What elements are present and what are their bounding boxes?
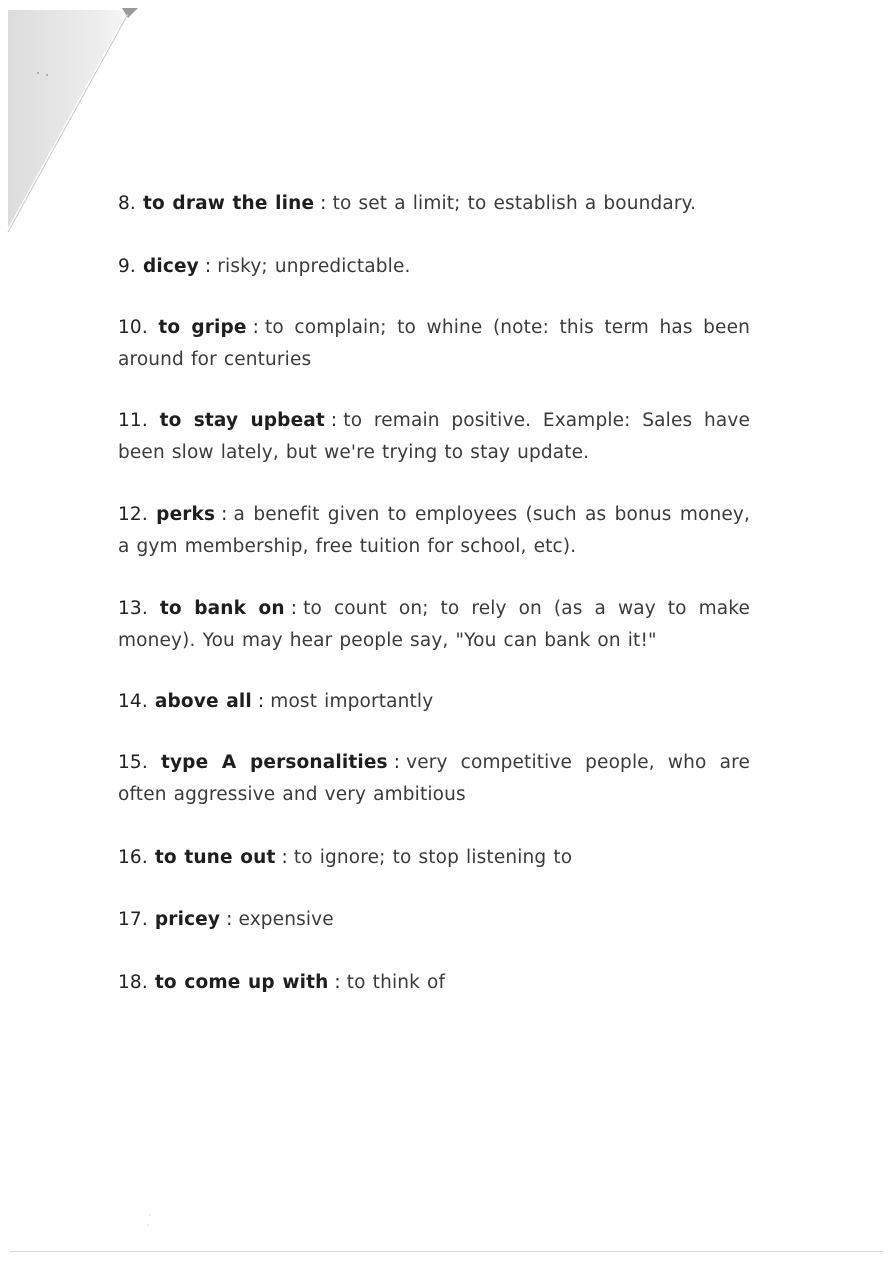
- entry-term: to tune out: [154, 847, 276, 868]
- entry-definition: a benefit given to employees (such as bonus money, a gym membership, free tuition for school, etc).: [118, 504, 750, 557]
- entry-term: pricey: [154, 909, 221, 930]
- entry-definition: expensive: [238, 909, 334, 930]
- glossary-entry-12: [118, 499, 750, 563]
- entry-number: 12.: [118, 504, 148, 525]
- entry-separator: :: [393, 752, 401, 773]
- entry-term: to draw the line: [142, 193, 315, 214]
- entry-number: 11.: [118, 410, 148, 431]
- entry-number: 18.: [118, 972, 148, 993]
- glossary-entry-10: [118, 312, 750, 376]
- entry-definition: to complain; to whine (note: this term has been around for centuries: [118, 317, 750, 370]
- entry-definition: to ignore; to stop listening to: [293, 847, 573, 868]
- glossary-entry-9: [118, 251, 750, 283]
- entry-number: 14.: [118, 691, 148, 712]
- entry-term: to come up with: [154, 972, 329, 993]
- entry-definition: to remain positive. Example: Sales have been slow lately, but we're trying to stay update.: [118, 410, 750, 463]
- entry-separator: :: [204, 256, 212, 277]
- glossary-entry-18: [118, 967, 750, 999]
- entry-definition: risky; unpredictable.: [217, 256, 411, 277]
- entry-definition: to set a limit; to establish a boundary.: [332, 193, 697, 214]
- entry-separator: :: [257, 691, 265, 712]
- entry-definition: to think of: [346, 972, 446, 993]
- entry-separator: :: [330, 410, 338, 431]
- glossary-entry-15: [118, 747, 750, 811]
- glossary-entry-14: [118, 686, 750, 718]
- entry-number: 16.: [118, 847, 148, 868]
- glossary-entry-16: [118, 842, 750, 874]
- entry-separator: :: [281, 847, 288, 868]
- entry-number: 17.: [118, 909, 148, 930]
- glossary-entry-11: [118, 405, 750, 469]
- page-bottom-edge: [10, 1251, 883, 1252]
- entry-separator: :: [252, 317, 260, 338]
- entry-term: dicey: [142, 256, 199, 277]
- entry-term: type A personalities: [160, 752, 388, 773]
- entry-definition: very competitive people, who are often aggressive and very ambitious: [118, 752, 750, 805]
- glossary-entry-13: [118, 593, 750, 657]
- entry-separator: :: [334, 972, 341, 993]
- entry-number: 10.: [118, 317, 148, 338]
- entry-definition: to count on; to rely on (as a way to make money). You may hear people say, "You can bank on it!": [118, 598, 750, 651]
- entry-term: above all: [154, 691, 252, 712]
- entry-separator: :: [290, 598, 298, 619]
- entry-number: 13.: [118, 598, 148, 619]
- entry-separator: :: [226, 909, 233, 930]
- glossary-entry-17: [118, 904, 750, 936]
- entry-number: 15.: [118, 752, 148, 773]
- entry-term: perks: [156, 504, 216, 525]
- entry-term: to stay upbeat: [159, 410, 325, 431]
- entry-separator: :: [221, 504, 228, 525]
- entry-separator: :: [320, 193, 327, 214]
- entry-term: to bank on: [159, 598, 285, 619]
- glossary-entry-8: [118, 188, 750, 220]
- entry-definition: most importantly: [270, 691, 434, 712]
- entry-number: 8.: [118, 193, 136, 214]
- entry-number: 9.: [118, 256, 136, 277]
- entry-term: to gripe: [158, 317, 247, 338]
